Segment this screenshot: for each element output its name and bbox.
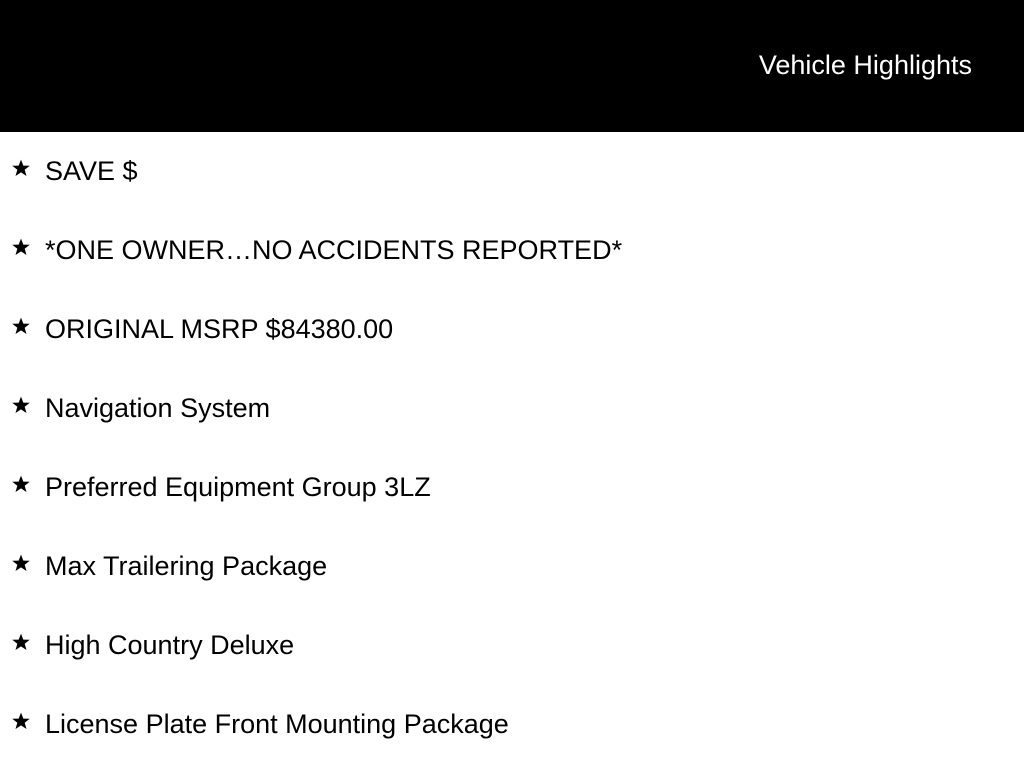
header-title: Vehicle Highlights [758, 50, 972, 80]
star-icon [11, 474, 31, 494]
star-icon [11, 316, 31, 336]
star-icon [11, 237, 31, 257]
star-icon [11, 711, 31, 731]
list-item [0, 448, 1024, 527]
highlight-label: Max Trailering Package [45, 551, 328, 581]
highlights-header [0, 0, 1024, 132]
highlight-label: *ONE OWNER…NO ACCIDENTS REPORTED* [45, 235, 623, 265]
list-item [0, 527, 1024, 606]
highlight-label: Navigation System [45, 393, 271, 423]
highlight-label: Preferred Equipment Group 3LZ [45, 472, 431, 502]
list-item [0, 685, 1024, 764]
star-icon [11, 632, 31, 652]
star-icon [11, 158, 31, 178]
list-item [0, 290, 1024, 369]
highlight-label: High Country Deluxe [45, 630, 295, 660]
highlight-label: License Plate Front Mounting Package [45, 709, 509, 739]
star-icon [11, 553, 31, 573]
highlight-label: SAVE $ [45, 156, 138, 186]
list-item [0, 369, 1024, 448]
list-item [0, 132, 1024, 211]
list-item [0, 606, 1024, 685]
highlights-list [0, 132, 1024, 764]
list-item [0, 211, 1024, 290]
highlight-label: ORIGINAL MSRP $84380.00 [45, 314, 394, 344]
star-icon [11, 395, 31, 415]
